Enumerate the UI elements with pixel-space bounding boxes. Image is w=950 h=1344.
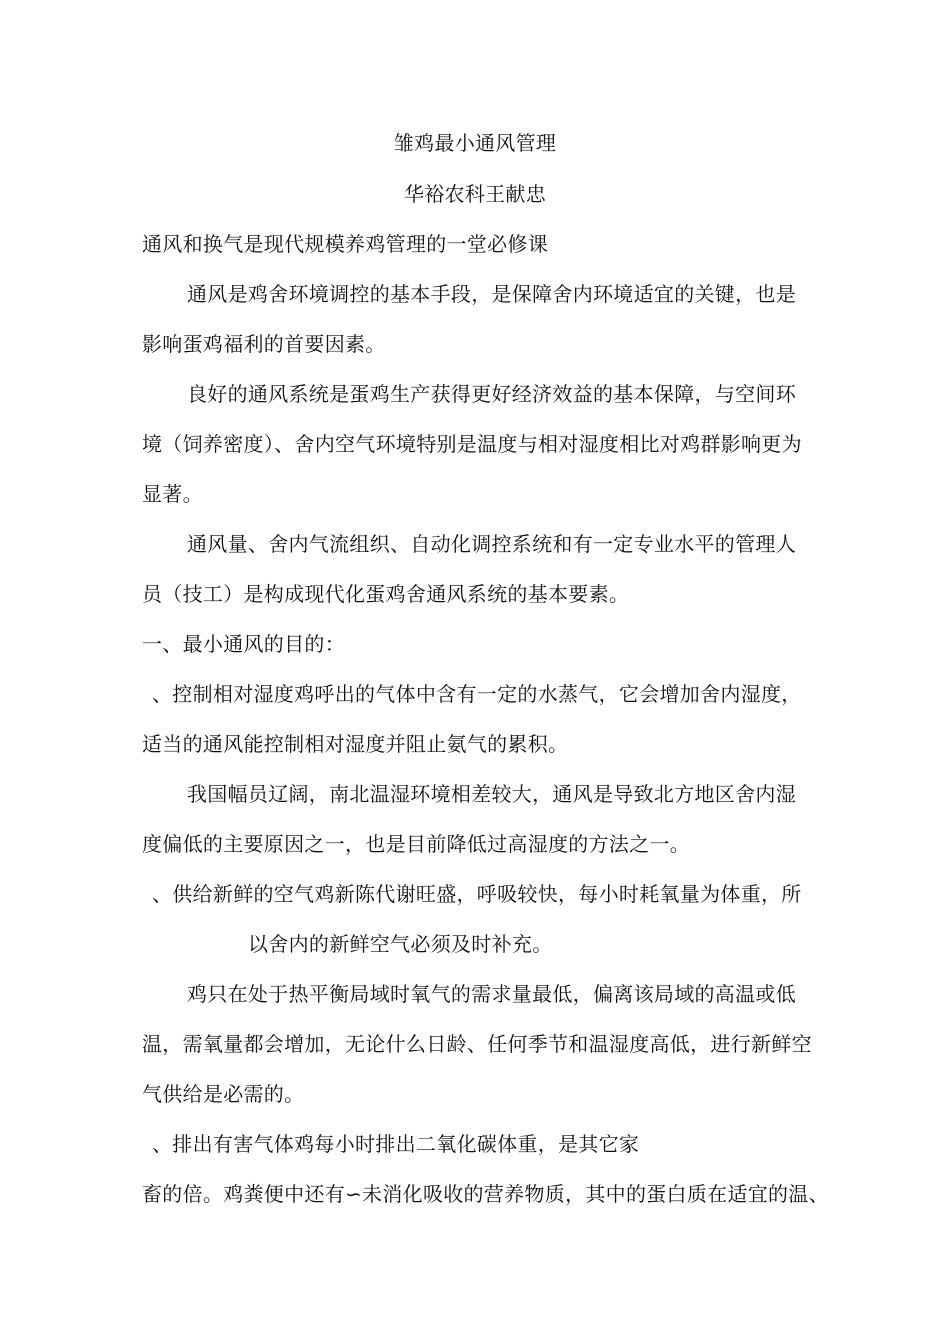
section-heading: 一、最小通风的目的： bbox=[142, 632, 345, 656]
paragraph-line: 、供给新鲜的空气鸡新陈代谢旺盛，呼吸较快，每小时耗氧量为体重，所 bbox=[152, 882, 802, 906]
paragraph-line: 显著。 bbox=[142, 482, 203, 506]
paragraph-line: 通风量、舍内气流组织、自动化调控系统和有一定专业水平的管理人 bbox=[187, 532, 796, 556]
paragraph-line: 度偏低的主要原因之一，也是目前降低过高湿度的方法之一。 bbox=[142, 832, 691, 856]
paragraph-line: 鸡只在处于热平衡局域时氧气的需求量最低，偏离该局域的高温或低 bbox=[187, 982, 796, 1006]
paragraph-line: 影响蛋鸡福利的首要因素。 bbox=[142, 332, 386, 356]
document-author: 华裕农科王献忠 bbox=[403, 182, 547, 206]
paragraph-line: 温，需氧量都会增加，无论什么日龄、任何季节和温湿度高低，进行新鲜空 bbox=[142, 1032, 812, 1056]
paragraph-line: 适当的通风能控制相对湿度并阻止氨气的累积。 bbox=[142, 732, 569, 756]
intro-heading: 通风和换气是现代规模养鸡管理的一堂必修课 bbox=[142, 232, 548, 256]
paragraph-line: 以舍内的新鲜空气必须及时补充。 bbox=[248, 932, 553, 956]
paragraph-line: 我国幅员辽阔，南北温湿环境相差较大，通风是导致北方地区舍内湿 bbox=[187, 782, 796, 806]
paragraph-line: 、排出有害气体鸡每小时排出二氧化碳体重，是其它家 bbox=[152, 1132, 640, 1156]
document-title: 雏鸡最小通风管理 bbox=[393, 131, 557, 155]
paragraph-line: 通风是鸡舍环境调控的基本手段，是保障舍内环境适宜的关键，也是 bbox=[187, 282, 796, 306]
paragraph-line: 气供给是必需的。 bbox=[142, 1082, 305, 1106]
paragraph-line: 畜的倍。鸡粪便中还有∽未消化吸收的营养物质，其中的蛋白质在适宜的温、 bbox=[142, 1182, 829, 1206]
paragraph-line: 员（技工）是构成现代化蛋鸡舍通风系统的基本要素。 bbox=[142, 582, 630, 606]
paragraph-line: 、控制相对湿度鸡呼出的气体中含有一定的水蒸气，它会增加舍内湿度， bbox=[152, 682, 802, 706]
paragraph-line: 良好的通风系统是蛋鸡生产获得更好经济效益的基本保障，与空间环 bbox=[187, 382, 796, 406]
paragraph-line: 境（饲养密度）、舍内空气环境特别是温度与相对湿度相比对鸡群影响更为 bbox=[142, 432, 802, 456]
